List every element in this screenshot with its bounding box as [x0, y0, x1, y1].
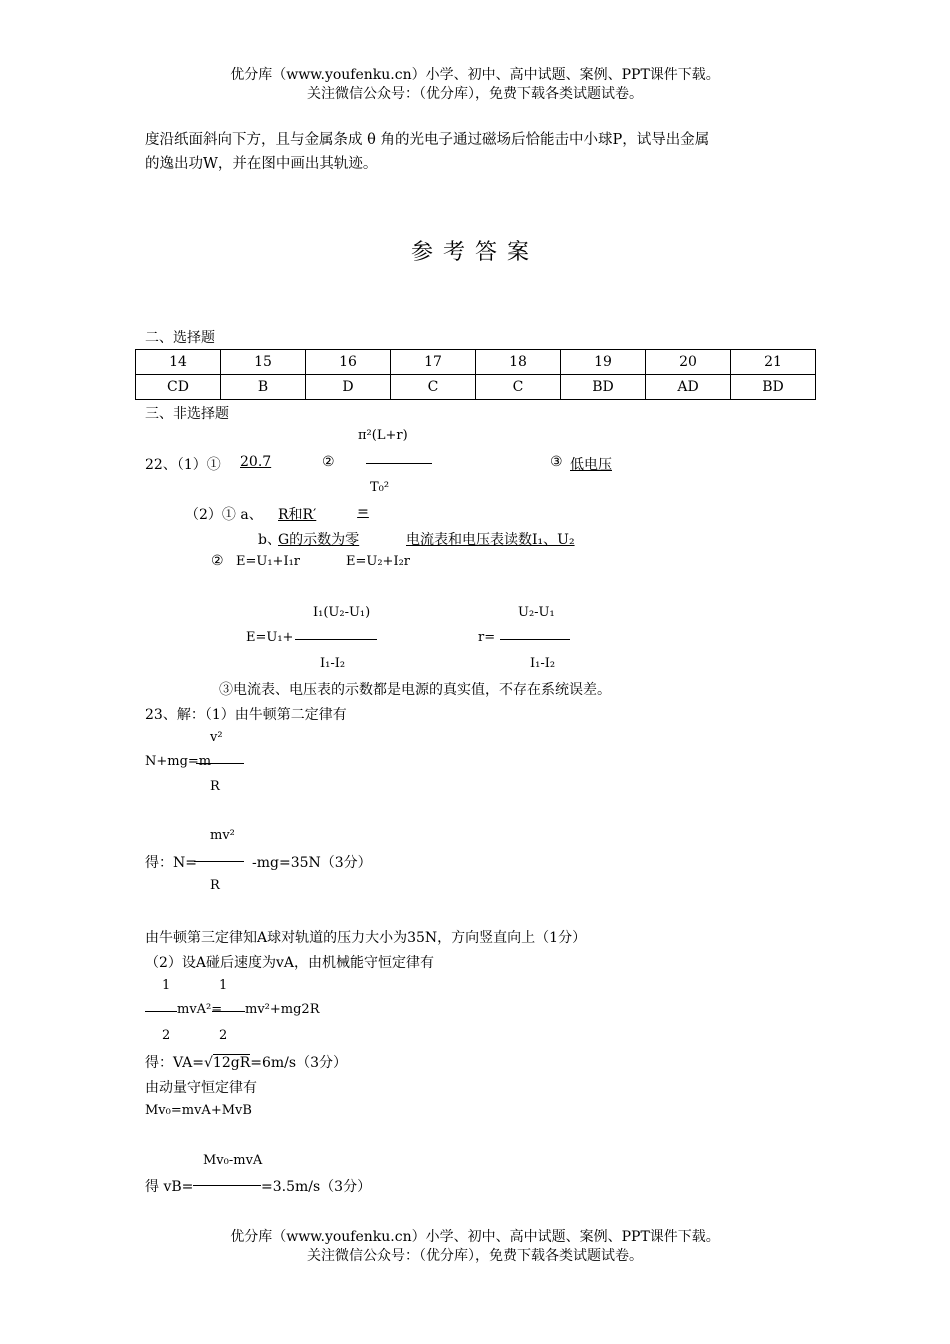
page-title: 参考答案 [410, 240, 539, 265]
q23-f1-denominator: R [210, 779, 220, 794]
q23-va-radicand: 12gR [212, 1055, 251, 1071]
q22-p2-a1: R和R′ [278, 507, 317, 523]
choice-answer-table [135, 349, 816, 400]
footer-line-2: 关注微信公众号：（优分库），免费下载各类试题试卷。 [307, 1248, 643, 1264]
q23-energy-mid-1: mvA²= [177, 1002, 223, 1017]
table-cell: 15 [221, 350, 306, 375]
header-line-1: 优分库（www.youfenku.cn）小学、初中、高中试题、案例、PPT课件下载。 [230, 67, 720, 83]
q23-energy-num-1: 1 [162, 978, 171, 993]
q22-mark-2: ② [322, 454, 335, 470]
q22-eq-1: E=U₁+I₁r [236, 554, 301, 569]
q23-energy-mid-2: mv²+mg2R [245, 1002, 320, 1017]
q23-f2-numerator: mv² [210, 828, 235, 843]
q22-eq-2: E=U₂+I₂r [346, 554, 411, 569]
table-cell: C [476, 375, 561, 400]
table-cell: 18 [476, 350, 561, 375]
table-row [136, 350, 816, 375]
q22-p2-b-prefix: b、 [258, 532, 281, 548]
header-line-2: 关注微信公众号：（优分库），免费下载各类试题试卷。 [307, 86, 643, 102]
q23-energy-frac-line-2 [212, 1011, 245, 1012]
q22-E-numerator: I₁(U₂-U₁) [313, 605, 371, 620]
q23-f1-lhs: N+mg=m [145, 754, 212, 769]
q22-prefix: 22、（1）① [145, 457, 221, 473]
footer-line-1: 优分库（www.youfenku.cn）小学、初中、高中试题、案例、PPT课件下载。 [230, 1229, 720, 1245]
q22-E-lhs: E=U₁+ [246, 630, 294, 645]
table-cell: 16 [306, 350, 391, 375]
q23-momentum: 由动量守恒定律有 [145, 1080, 257, 1096]
q23-va-rhs: =6m/s（3分） [250, 1055, 347, 1071]
table-cell: CD [136, 375, 221, 400]
q23-intro: 23、解：（1）由牛顿第二定律有 [145, 707, 347, 723]
q23-f1-numerator: v² [210, 730, 223, 745]
table-cell: C [391, 375, 476, 400]
q23-f2-rhs: -mg=35N（3分） [252, 855, 372, 871]
table-cell: 14 [136, 350, 221, 375]
q22-answer-1: 20.7 [240, 454, 272, 470]
table-cell: 20 [646, 350, 731, 375]
q22-E-frac-line [295, 639, 377, 640]
intro-line-2: 的逸出功W，并在图中画出其轨迹。 [145, 156, 378, 172]
q23-va-prefix: 得：VA=√ [145, 1055, 213, 1071]
q22-part-3: ③电流表、电压表的示数都是电源的真实值，不存在系统误差。 [219, 682, 611, 698]
q23-vb-lhs: 得 vB= [145, 1179, 194, 1195]
table-cell: 21 [731, 350, 816, 375]
q22-mark-3: ③ [550, 454, 563, 470]
q22-eq-mark: ② [211, 553, 224, 569]
q22-r-lhs: r= [478, 630, 496, 645]
table-cell: D [306, 375, 391, 400]
q23-vb-numerator: Mv₀-mvA [203, 1153, 263, 1168]
q22-r-numerator: U₂-U₁ [518, 605, 555, 620]
table-cell: BD [561, 375, 646, 400]
table-cell: B [221, 375, 306, 400]
q22-p2-prefix: （2）① a、 [185, 507, 263, 523]
q23-f1-frac-line [196, 763, 244, 764]
q22-r-denominator: I₁-I₂ [530, 656, 556, 671]
section-choice-heading: 二、选择题 [145, 330, 215, 346]
q22-E-denominator: I₁-I₂ [320, 656, 346, 671]
q23-energy-frac-line-1 [145, 1011, 177, 1012]
q23-f2-lhs: 得：N= [145, 855, 197, 871]
table-cell: 19 [561, 350, 646, 375]
table-row [136, 375, 816, 400]
table-cell: 17 [391, 350, 476, 375]
q23-vb-rhs: =3.5m/s（3分） [261, 1179, 372, 1195]
q22-frac-line [366, 463, 432, 464]
section-nonchoice-heading: 三、非选择题 [145, 406, 229, 422]
q22-frac-denominator: T₀² [370, 480, 390, 495]
table-cell: AD [646, 375, 731, 400]
q23-f2-frac-line [194, 861, 244, 862]
q23-energy-num-2: 1 [219, 978, 228, 993]
q22-answer-3: 低电压 [570, 457, 612, 473]
q23-f2-denominator: R [210, 878, 220, 893]
q22-p2-b1: G的示数为零 [278, 532, 360, 548]
q23-vb-frac-line [193, 1185, 261, 1186]
q22-r-frac-line [500, 639, 570, 640]
q23-energy-den-1: 2 [162, 1028, 171, 1043]
intro-line-1: 度沿纸面斜向下方，且与金属条成 θ 角的光电子通过磁场后恰能击中小球P，试导出金属 [145, 132, 710, 148]
table-cell: BD [731, 375, 816, 400]
q23-part-2: （2）设A碰后速度为vA，由机械能守恒定律有 [145, 955, 435, 971]
q23-energy-den-2: 2 [219, 1028, 228, 1043]
q23-va-line [145, 1052, 347, 1072]
q23-third-law: 由牛顿第三定律知A球对轨道的压力大小为35N，方向竖直向上（1分） [145, 930, 587, 946]
q23-momentum-eq: Mv₀=mvA+MvB [145, 1103, 252, 1118]
q22-p2-b2: 电流表和电压表读数I₁、U₂ [406, 532, 575, 548]
q22-frac-numerator: π²(L+r) [358, 428, 408, 443]
q22-p2-a2: = [357, 504, 369, 520]
